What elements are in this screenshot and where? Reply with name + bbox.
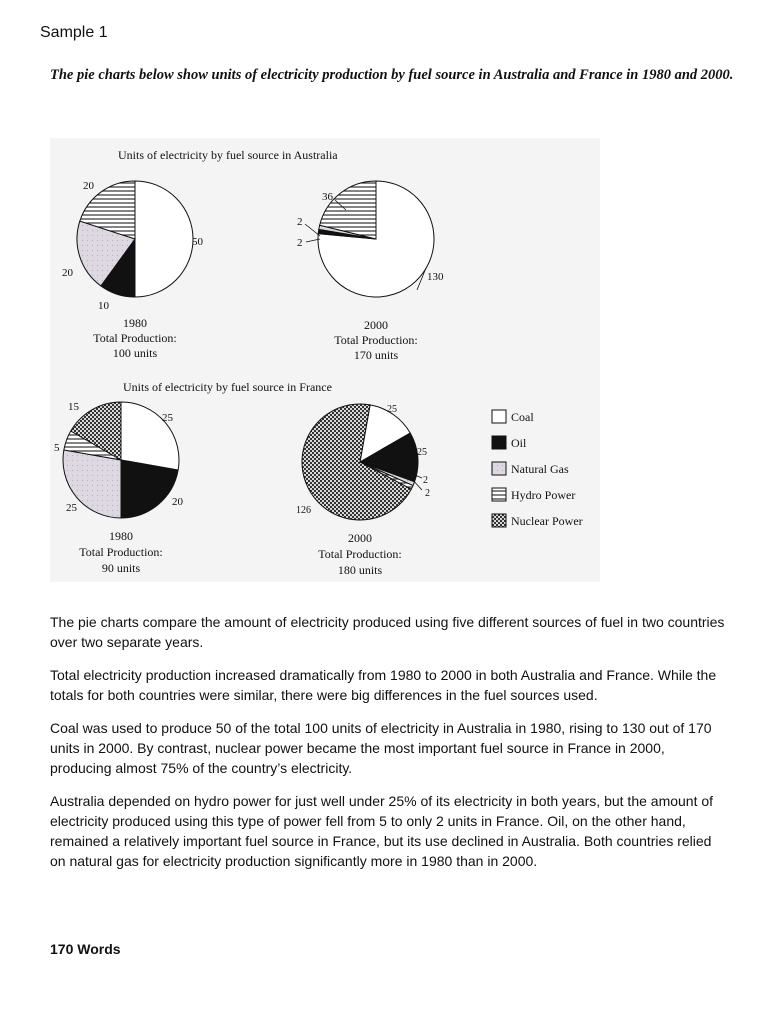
- data-label-aus2000-gas: 2: [297, 237, 303, 249]
- pie-slice-coal: [135, 181, 193, 297]
- legend-swatch-natural-gas: [492, 462, 506, 475]
- data-label-fr2000-oil: 25: [417, 447, 427, 458]
- essay-body: [50, 612, 730, 884]
- legend-item-coal: [492, 410, 534, 424]
- svg-text:2000: 2000: [364, 318, 388, 332]
- data-label-aus1980-oil: 10: [98, 300, 109, 312]
- svg-text:100 units: 100 units: [112, 346, 158, 360]
- legend-item-nuclear-power: [492, 514, 583, 528]
- pie-charts-svg: [50, 138, 600, 582]
- svg-text:1980: 1980: [109, 529, 133, 543]
- data-label-fr2000-hydro: 2: [425, 488, 430, 499]
- pie-charts-figure: [50, 138, 600, 582]
- pie-france-2000: [302, 404, 418, 520]
- data-label-fr2000-gas: 2: [423, 475, 428, 486]
- legend-item-oil: [492, 436, 527, 450]
- svg-text:Total Production:: Total Production:: [79, 545, 163, 559]
- svg-text:Natural Gas: Natural Gas: [511, 462, 569, 476]
- data-label-aus1980-gas: 20: [62, 267, 73, 279]
- legend-item-hydro-power: [492, 488, 575, 502]
- data-label-fr1980-coal: 25: [162, 412, 173, 424]
- legend-item-natural-gas: [492, 462, 569, 476]
- caption-fr1980: [79, 529, 162, 575]
- svg-text:170 units: 170 units: [353, 348, 399, 362]
- legend-swatch-coal: [492, 410, 506, 423]
- legend-swatch-nuclear-power: [492, 514, 506, 527]
- data-label-aus2000-hydro: 36: [322, 191, 333, 203]
- svg-text:2000: 2000: [348, 531, 372, 545]
- pie-australia-2000: [318, 181, 434, 297]
- svg-text:Total Production:: Total Production:: [334, 333, 418, 347]
- legend-swatch-oil: [492, 436, 506, 449]
- essay-paragraph-2: Total electricity production increased dramatically from 1980 to 2000 in both Australia and France. While the totals for both countries were similar, there were big differences in the fuel sources used.: [50, 667, 717, 703]
- legend-swatch-hydro-power: [492, 488, 506, 501]
- australia-chart-title: Units of electricity by fuel source in Australia: [118, 148, 338, 162]
- svg-text:Total Production:: Total Production:: [318, 547, 402, 561]
- svg-text:90 units: 90 units: [101, 561, 141, 575]
- data-label-fr1980-hydro: 5: [54, 442, 60, 454]
- caption-aus2000: [334, 318, 417, 362]
- pie-australia-1980: [77, 181, 193, 297]
- chart-legend: [492, 410, 583, 528]
- data-label-aus2000-coal: 130: [427, 271, 444, 283]
- svg-text:1980: 1980: [123, 316, 147, 330]
- svg-text:Hydro Power: Hydro Power: [511, 488, 576, 502]
- caption-fr2000: [318, 531, 401, 577]
- svg-text:180 units: 180 units: [337, 563, 383, 577]
- essay-paragraph-1: The pie charts compare the amount of electricity produced using five different sources of fuel in two countries over two separate years.: [50, 614, 725, 650]
- svg-text:Oil: Oil: [511, 436, 527, 450]
- essay-paragraph-3: Coal was used to produce 50 of the total 100 units of electricity in Australia in 1980, rising to 130 out of 170 units in 2000. By contrast, nuclear power became the most important fuel source in France in 2000, producing almost 75% of the country’s electricity.: [50, 720, 712, 776]
- data-label-fr2000-coal: 25: [387, 404, 397, 415]
- data-label-fr2000-nuclear: 126: [296, 505, 311, 516]
- data-label-aus1980-coal: 50: [192, 236, 203, 248]
- svg-text:Coal: Coal: [511, 410, 534, 424]
- svg-text:Nuclear Power: Nuclear Power: [511, 514, 583, 528]
- data-label-aus2000-oil: 2: [297, 216, 303, 228]
- caption-aus1980: [93, 316, 176, 360]
- essay-paragraph-4: Australia depended on hydro power for just well under 25% of its electricity in both years, but the amount of electricity produced using this type of power fell from 5 to only 2 units in France. Oil, on the other hand, remained a relatively important fuel source in France, but its use declined in Australia. Both countries relied on natural gas for electricity production significantly more in 1980 than in 2000.: [50, 793, 714, 869]
- sample-label: Sample 1: [40, 24, 108, 41]
- pie-slice-oil: [121, 460, 178, 518]
- france-chart-title: Units of electricity by fuel source in France: [123, 380, 332, 394]
- data-label-fr1980-nuclear: 15: [68, 401, 79, 413]
- svg-text:Total Production:: Total Production:: [93, 331, 177, 345]
- data-label-aus1980-hydro: 20: [83, 180, 94, 192]
- data-label-fr1980-oil: 20: [172, 496, 183, 508]
- question-prompt: The pie charts below show units of electricity production by fuel source in Australia and France in 1980 and 2000.: [50, 67, 734, 83]
- data-label-fr1980-gas: 25: [66, 502, 77, 514]
- word-count: 170 Words: [50, 941, 121, 957]
